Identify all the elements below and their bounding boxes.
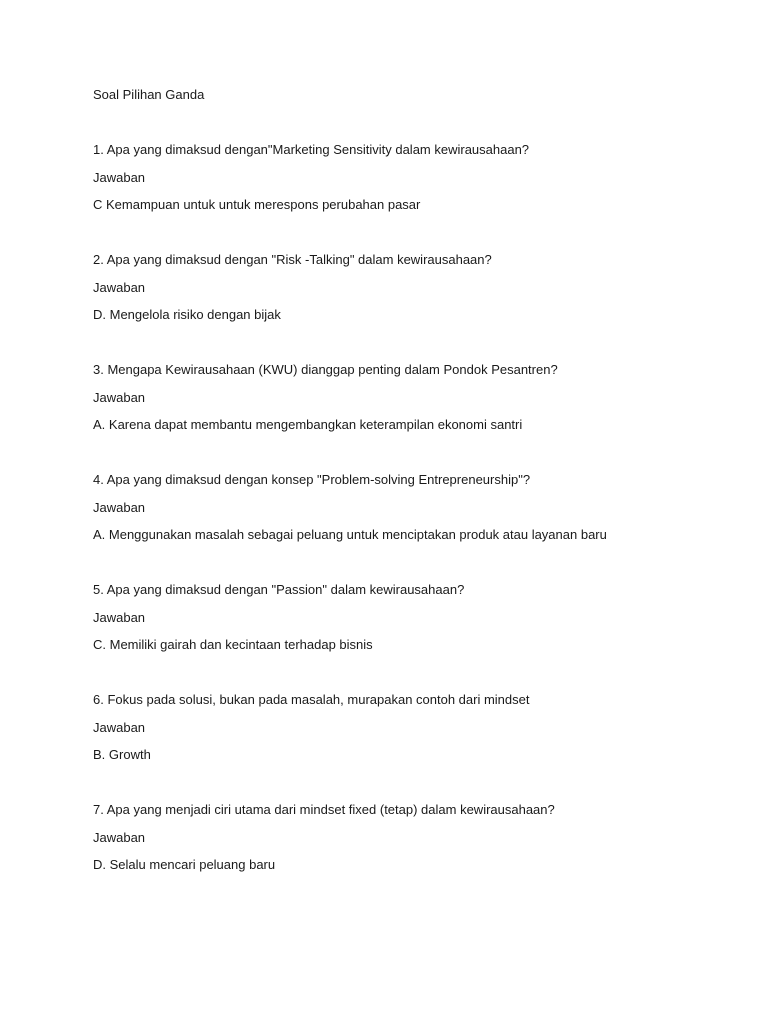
answer-label: Jawaban <box>93 499 146 515</box>
question-text: 7. Apa yang menjadi ciri utama dari mindset fixed (tetap) dalam kewirausahaan? <box>93 802 555 817</box>
question-block-7 <box>93 801 733 874</box>
answer-label: Jawaban <box>93 829 146 845</box>
answer-text: A. Karena dapat membantu mengembangkan keterampilan ekonomi santri <box>93 417 523 432</box>
question-block-4 <box>93 471 733 544</box>
answer-text: B. Growth <box>93 747 151 762</box>
answer-label: Jawaban <box>93 389 146 405</box>
question-text: 6. Fokus pada solusi, bukan pada masalah, murapakan contoh dari mindset <box>93 692 530 707</box>
question-block-2 <box>93 251 733 324</box>
question-text: 4. Apa yang dimaksud dengan konsep "Problem-solving Entrepreneurship"? <box>93 472 531 487</box>
question-block-5 <box>93 581 733 654</box>
answer-text: C. Memiliki gairah dan kecintaan terhadap bisnis <box>93 637 373 652</box>
question-block-3 <box>93 361 733 434</box>
answer-label: Jawaban <box>93 169 146 185</box>
answer-text: C Kemampuan untuk untuk merespons perubahan pasar <box>93 197 421 212</box>
document-content <box>93 86 733 911</box>
answer-text: D. Selalu mencari peluang baru <box>93 857 276 872</box>
question-text: 3. Mengapa Kewirausahaan (KWU) dianggap penting dalam Pondok Pesantren? <box>93 362 558 377</box>
question-text: 2. Apa yang dimaksud dengan "Risk -Talking" dalam kewirausahaan? <box>93 252 492 267</box>
question-block-6 <box>93 691 733 764</box>
answer-label: Jawaban <box>93 719 146 735</box>
answer-text: D. Mengelola risiko dengan bijak <box>93 307 281 322</box>
question-text: 5. Apa yang dimaksud dengan "Passion" dalam kewirausahaan? <box>93 582 465 597</box>
question-text: 1. Apa yang dimaksud dengan"Marketing Sensitivity dalam kewirausahaan? <box>93 142 530 157</box>
question-block-1 <box>93 141 733 214</box>
answer-label: Jawaban <box>93 279 146 295</box>
document-title: Soal Pilihan Ganda <box>93 87 205 102</box>
answer-text: A. Menggunakan masalah sebagai peluang untuk menciptakan produk atau layanan baru <box>93 527 607 542</box>
answer-label: Jawaban <box>93 609 146 625</box>
